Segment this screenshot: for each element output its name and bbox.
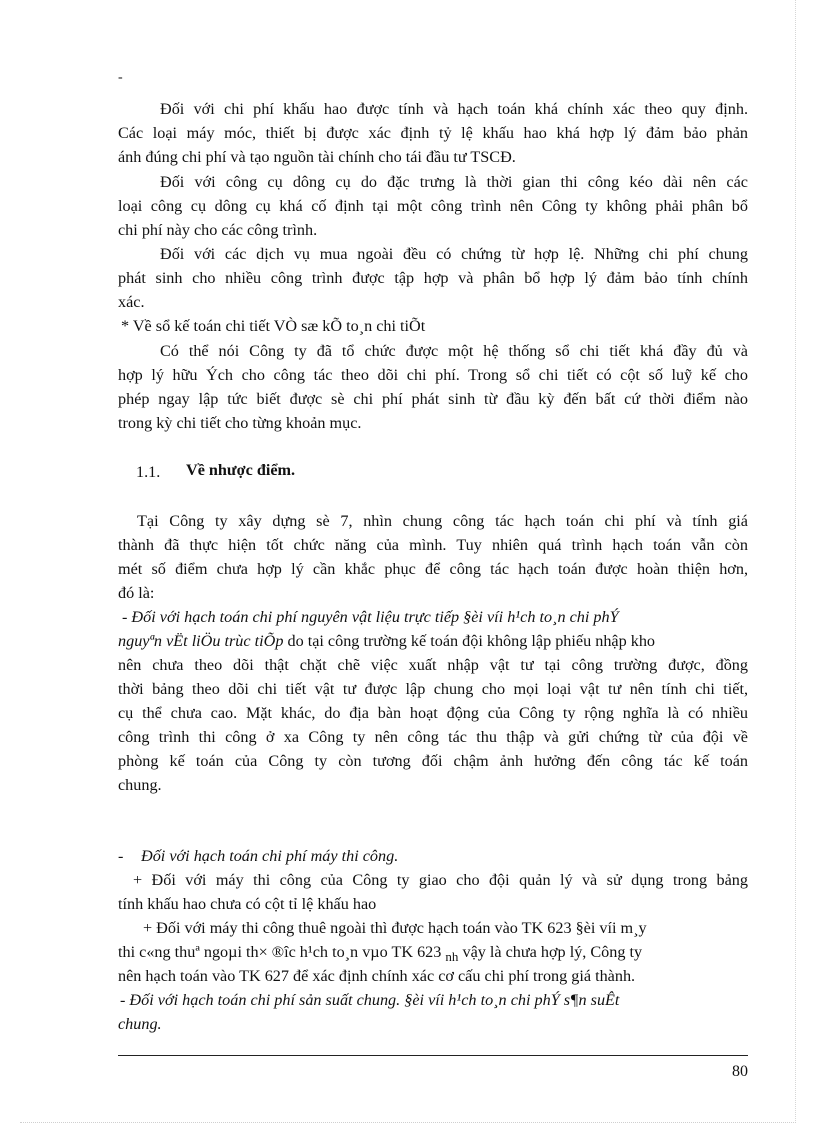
text-line: công trình thi công ở xa Công ty nên công tác thu thập và gửi chứng từ của đội về (118, 728, 748, 746)
text-line: nên hạch toán vào TK 627 để xác định chính xác cơ cấu chi phí trong giá thành. (118, 967, 636, 985)
text-line (118, 942, 748, 963)
text-line: Có thể nói Công ty đã tổ chức được một hệ thống sổ chi tiết khá đầy đủ và (160, 342, 748, 360)
text-line: loại công cụ dông cụ khá cố định tại một công trình nên Công ty không phải phân bổ (118, 197, 748, 215)
text-line: mét số điểm chưa hợp lý cần khắc phục để công tác hạch toán được hoàn thiện hơn, (118, 560, 748, 578)
subscript-fragment: nh (445, 949, 459, 963)
text-line: nên chưa theo dõi thật chặt chẽ việc xuất nhập vật tư tại công trường được, đồng (118, 656, 748, 674)
text-line: + Đối với máy thi công của Công ty giao cho đội quản lý và sử dụng trong bảng (133, 871, 748, 889)
text-line: đó là: (118, 584, 155, 602)
bullet-heading: * Về sổ kế toán chi tiết VÒ sæ kÕ to¸n chi tiÕt (121, 317, 426, 335)
text-fragment: thi c«ng thu (118, 943, 196, 961)
footer-rule (118, 1055, 748, 1056)
page-edge-right (795, 0, 796, 1123)
general-cost-heading: - Đối với hạch toán chi phí sản suất chung. §èi víi h¹ch to¸n chi phÝ s¶n suÊt (120, 991, 620, 1009)
text-fragment: ª ngoµi th× ®îc h¹ch to¸n vµo TK 623 (195, 943, 442, 961)
text-line: + Đối với máy thi công thuê ngoài thì được hạch toán vào TK 623 §èi víi m¸y (143, 919, 647, 937)
machine-cost-heading: Đối với hạch toán chi phí máy thi công. (141, 847, 399, 865)
text-line: Đối với các dịch vụ mua ngoài đều có chứng từ hợp lệ. Những chi phí chung (160, 245, 748, 263)
page-number: 80 (732, 1063, 748, 1080)
text-line: chi phí này cho các công trình. (118, 221, 318, 239)
text-line: Đối với công cụ dông cụ do đặc trưng là thời gian thi công kéo dài nên các (160, 173, 748, 191)
text-line: phép ngay lập tức biết được sè chi phí phát sinh từ đầu kỳ đến bất cứ thời điểm nào (118, 390, 748, 408)
text-line: thành đã thực hiện tốt chức năng của mình. Tuy nhiên quá trình hạch toán vẫn còn (118, 536, 748, 554)
section-number: 1.1. (136, 463, 161, 481)
general-cost-heading-cont: chung. (118, 1015, 162, 1033)
text-line: xác. (118, 293, 145, 311)
text-line: Các loại máy móc, thiết bị được xác định tỷ lệ khấu hao khá hợp lý đảm bảo phản (118, 124, 748, 142)
material-cost-heading: - Đối với hạch toán chi phí nguyên vật liệu trực tiếp §èi víi h¹ch to¸n chi phÝ (122, 608, 619, 626)
text-line: Tại Công ty xây dựng sè 7, nhìn chung công tác hạch toán chi phí và tính giá (137, 512, 748, 530)
section-title: Về nhược điểm. (186, 461, 296, 479)
text-line: tính khấu hao chưa có cột tỉ lệ khấu hao (118, 895, 377, 913)
text-line: phát sinh cho nhiều công trình được tập hợp và phân bổ hợp lý đảm bảo tính chính (118, 269, 748, 287)
text-line: hợp lý hữu Ých cho công tác theo dõi chi phí. Trong sổ chi tiết có cột số luỹ kế cho (118, 366, 748, 384)
text-line: thời bảng theo dõi chi tiết vật tư được lập chung cho mọi loại vật tư nên tính chi tiết, (118, 680, 748, 698)
text-line: trong kỳ chi tiết cho từng khoản mục. (118, 414, 362, 432)
text-fragment: vậy là chưa hợp lý, Công ty (458, 943, 643, 961)
material-cost-heading-cont: nguyªn vËt liÖu trùc tiÕp (118, 632, 284, 650)
text-line (118, 631, 748, 651)
text-line: phòng kế toán của Công ty còn tương đối chậm ảnh hưởng đến công tác kế toán (118, 752, 748, 770)
text-line: chung. (118, 776, 162, 794)
text-line: ánh đúng chi phí và tạo nguồn tài chính cho tái đầu tư TSCĐ. (118, 148, 516, 166)
text-line: cụ thể chưa cao. Mặt khác, do địa bàn hoạt động của Công ty rộng nghĩa là có nhiều (118, 704, 748, 722)
text-fragment: do tại công trường kế toán đội không lập phiếu nhập kho (283, 632, 656, 650)
list-dash: - (118, 847, 124, 865)
text-line: Đối với chi phí khấu hao được tính và hạch toán khá chính xác theo quy định. (160, 100, 748, 118)
header-dash: - (118, 70, 123, 85)
